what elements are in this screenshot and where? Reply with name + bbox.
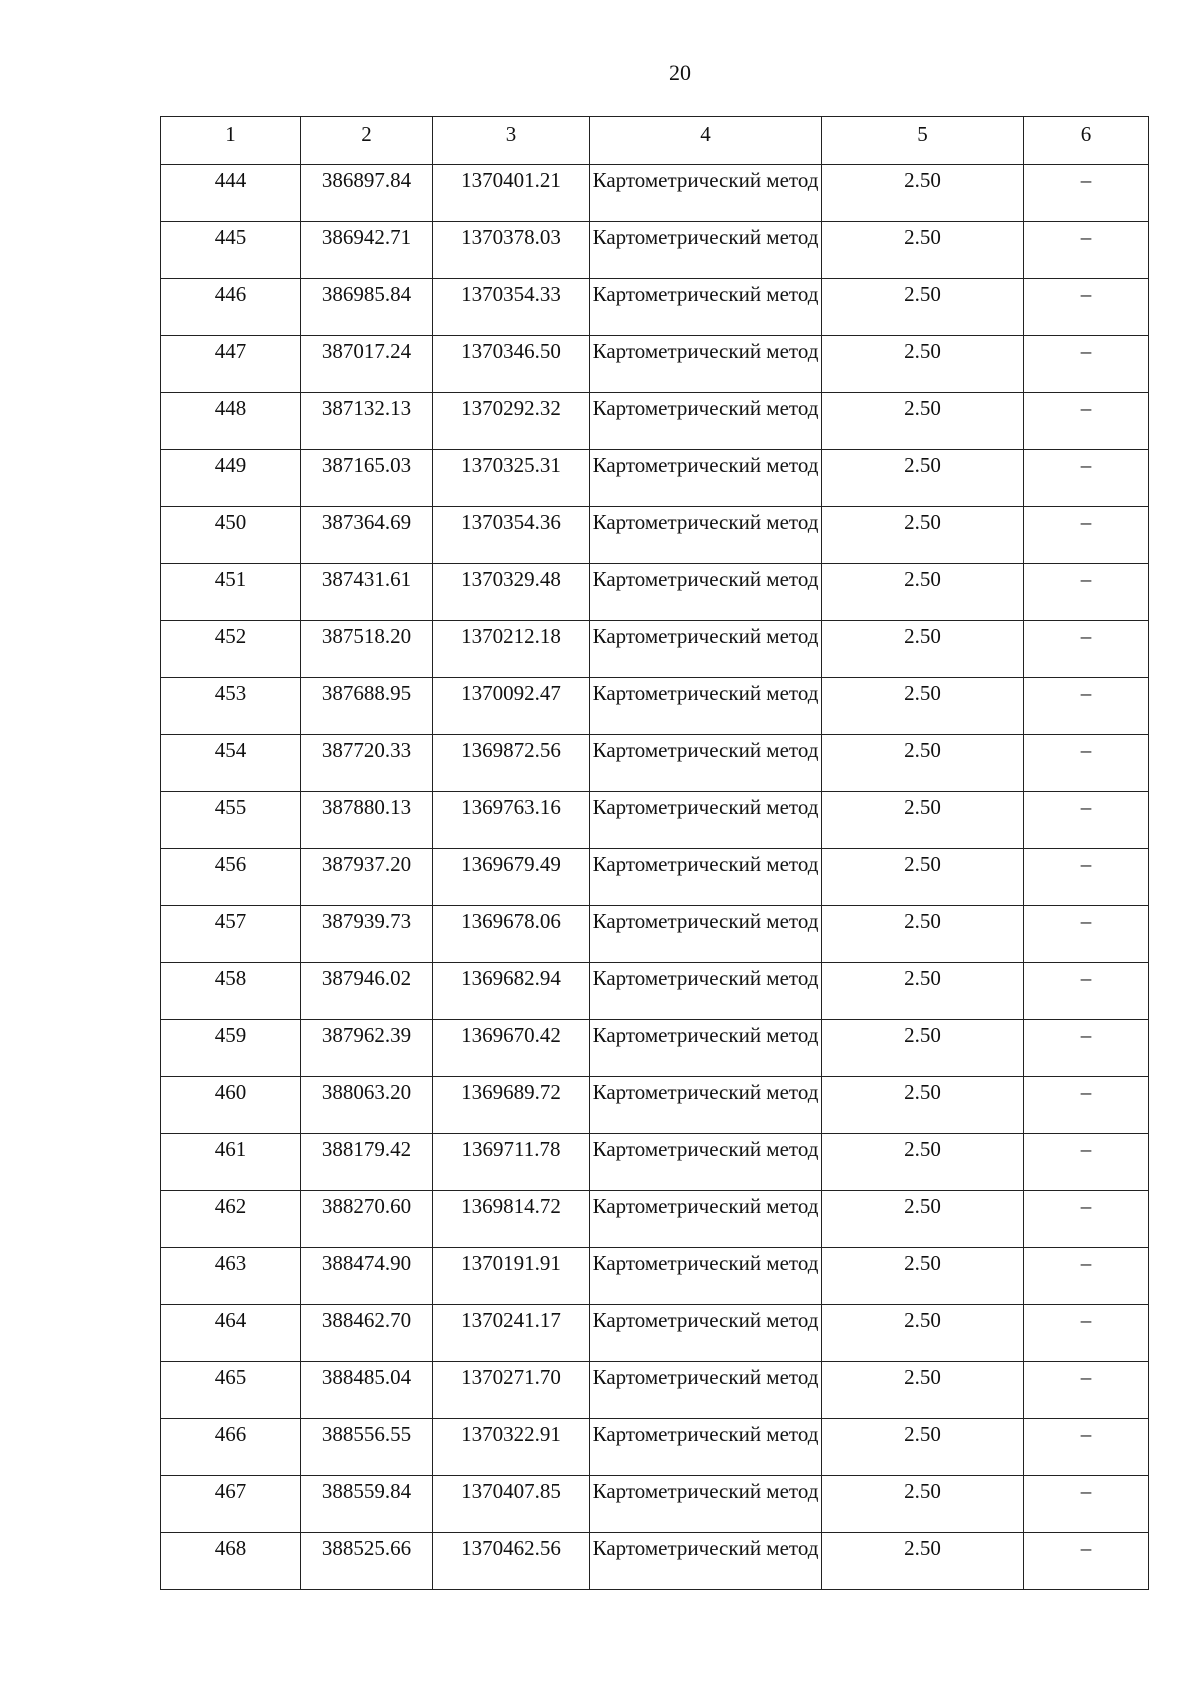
note-cell: – bbox=[1024, 165, 1149, 222]
table-row bbox=[161, 507, 1149, 564]
table-body bbox=[161, 117, 1149, 1590]
method-cell: Картометрический метод bbox=[590, 1077, 822, 1134]
header-cell: 5 bbox=[822, 117, 1024, 165]
y-coordinate-cell: 1369679.49 bbox=[433, 849, 590, 906]
point-number-cell: 445 bbox=[161, 222, 301, 279]
accuracy-cell: 2.50 bbox=[822, 963, 1024, 1020]
method-cell: Картометрический метод bbox=[590, 336, 822, 393]
table-row bbox=[161, 564, 1149, 621]
note-cell: – bbox=[1024, 1305, 1149, 1362]
y-coordinate-cell: 1370092.47 bbox=[433, 678, 590, 735]
table-row bbox=[161, 1305, 1149, 1362]
accuracy-cell: 2.50 bbox=[822, 735, 1024, 792]
accuracy-cell: 2.50 bbox=[822, 165, 1024, 222]
point-number-cell: 460 bbox=[161, 1077, 301, 1134]
point-number-cell: 456 bbox=[161, 849, 301, 906]
method-cell: Картометрический метод bbox=[590, 906, 822, 963]
table-row bbox=[161, 1191, 1149, 1248]
table-row bbox=[161, 849, 1149, 906]
method-cell: Картометрический метод bbox=[590, 1533, 822, 1590]
accuracy-cell: 2.50 bbox=[822, 1248, 1024, 1305]
note-cell: – bbox=[1024, 1476, 1149, 1533]
x-coordinate-cell: 388063.20 bbox=[301, 1077, 433, 1134]
page-number: 20 bbox=[669, 60, 691, 85]
method-cell: Картометрический метод bbox=[590, 279, 822, 336]
accuracy-cell: 2.50 bbox=[822, 564, 1024, 621]
table-row bbox=[161, 1248, 1149, 1305]
header-cell: 1 bbox=[161, 117, 301, 165]
note-cell: – bbox=[1024, 222, 1149, 279]
x-coordinate-cell: 388559.84 bbox=[301, 1476, 433, 1533]
point-number-cell: 465 bbox=[161, 1362, 301, 1419]
note-cell: – bbox=[1024, 450, 1149, 507]
point-number-cell: 466 bbox=[161, 1419, 301, 1476]
point-number-cell: 450 bbox=[161, 507, 301, 564]
x-coordinate-cell: 387017.24 bbox=[301, 336, 433, 393]
header-cell: 3 bbox=[433, 117, 590, 165]
y-coordinate-cell: 1370354.33 bbox=[433, 279, 590, 336]
note-cell: – bbox=[1024, 507, 1149, 564]
x-coordinate-cell: 387518.20 bbox=[301, 621, 433, 678]
table-row bbox=[161, 678, 1149, 735]
accuracy-cell: 2.50 bbox=[822, 906, 1024, 963]
x-coordinate-cell: 388462.70 bbox=[301, 1305, 433, 1362]
accuracy-cell: 2.50 bbox=[822, 1020, 1024, 1077]
point-number-cell: 454 bbox=[161, 735, 301, 792]
point-number-cell: 455 bbox=[161, 792, 301, 849]
point-number-cell: 464 bbox=[161, 1305, 301, 1362]
point-number-cell: 447 bbox=[161, 336, 301, 393]
header-cell: 4 bbox=[590, 117, 822, 165]
method-cell: Картометрический метод bbox=[590, 1020, 822, 1077]
table-row bbox=[161, 963, 1149, 1020]
x-coordinate-cell: 386942.71 bbox=[301, 222, 433, 279]
accuracy-cell: 2.50 bbox=[822, 792, 1024, 849]
method-cell: Картометрический метод bbox=[590, 792, 822, 849]
accuracy-cell: 2.50 bbox=[822, 393, 1024, 450]
table-row bbox=[161, 393, 1149, 450]
y-coordinate-cell: 1370346.50 bbox=[433, 336, 590, 393]
point-number-cell: 463 bbox=[161, 1248, 301, 1305]
y-coordinate-cell: 1370271.70 bbox=[433, 1362, 590, 1419]
x-coordinate-cell: 387431.61 bbox=[301, 564, 433, 621]
method-cell: Картометрический метод bbox=[590, 1362, 822, 1419]
x-coordinate-cell: 388270.60 bbox=[301, 1191, 433, 1248]
table-row bbox=[161, 621, 1149, 678]
x-coordinate-cell: 388525.66 bbox=[301, 1533, 433, 1590]
accuracy-cell: 2.50 bbox=[822, 336, 1024, 393]
point-number-cell: 452 bbox=[161, 621, 301, 678]
table-row bbox=[161, 165, 1149, 222]
y-coordinate-cell: 1369682.94 bbox=[433, 963, 590, 1020]
point-number-cell: 459 bbox=[161, 1020, 301, 1077]
table-row bbox=[161, 222, 1149, 279]
point-number-cell: 446 bbox=[161, 279, 301, 336]
table-row bbox=[161, 735, 1149, 792]
note-cell: – bbox=[1024, 1362, 1149, 1419]
accuracy-cell: 2.50 bbox=[822, 621, 1024, 678]
table-row bbox=[161, 1020, 1149, 1077]
note-cell: – bbox=[1024, 849, 1149, 906]
accuracy-cell: 2.50 bbox=[822, 1305, 1024, 1362]
accuracy-cell: 2.50 bbox=[822, 1362, 1024, 1419]
table-row bbox=[161, 336, 1149, 393]
note-cell: – bbox=[1024, 792, 1149, 849]
y-coordinate-cell: 1369670.42 bbox=[433, 1020, 590, 1077]
x-coordinate-cell: 387946.02 bbox=[301, 963, 433, 1020]
x-coordinate-cell: 387364.69 bbox=[301, 507, 433, 564]
point-number-cell: 453 bbox=[161, 678, 301, 735]
accuracy-cell: 2.50 bbox=[822, 1191, 1024, 1248]
header-cell: 2 bbox=[301, 117, 433, 165]
method-cell: Картометрический метод bbox=[590, 735, 822, 792]
y-coordinate-cell: 1370378.03 bbox=[433, 222, 590, 279]
x-coordinate-cell: 387132.13 bbox=[301, 393, 433, 450]
method-cell: Картометрический метод bbox=[590, 1305, 822, 1362]
method-cell: Картометрический метод bbox=[590, 222, 822, 279]
note-cell: – bbox=[1024, 564, 1149, 621]
accuracy-cell: 2.50 bbox=[822, 849, 1024, 906]
accuracy-cell: 2.50 bbox=[822, 1077, 1024, 1134]
y-coordinate-cell: 1370322.91 bbox=[433, 1419, 590, 1476]
y-coordinate-cell: 1369814.72 bbox=[433, 1191, 590, 1248]
x-coordinate-cell: 388474.90 bbox=[301, 1248, 433, 1305]
point-number-cell: 462 bbox=[161, 1191, 301, 1248]
method-cell: Картометрический метод bbox=[590, 1476, 822, 1533]
y-coordinate-cell: 1369711.78 bbox=[433, 1134, 590, 1191]
y-coordinate-cell: 1370354.36 bbox=[433, 507, 590, 564]
table-row bbox=[161, 450, 1149, 507]
accuracy-cell: 2.50 bbox=[822, 507, 1024, 564]
point-number-cell: 449 bbox=[161, 450, 301, 507]
accuracy-cell: 2.50 bbox=[822, 1419, 1024, 1476]
method-cell: Картометрический метод bbox=[590, 963, 822, 1020]
table-row bbox=[161, 792, 1149, 849]
note-cell: – bbox=[1024, 906, 1149, 963]
note-cell: – bbox=[1024, 336, 1149, 393]
x-coordinate-cell: 386897.84 bbox=[301, 165, 433, 222]
x-coordinate-cell: 387962.39 bbox=[301, 1020, 433, 1077]
y-coordinate-cell: 1369763.16 bbox=[433, 792, 590, 849]
note-cell: – bbox=[1024, 1191, 1149, 1248]
method-cell: Картометрический метод bbox=[590, 165, 822, 222]
y-coordinate-cell: 1370241.17 bbox=[433, 1305, 590, 1362]
point-number-cell: 448 bbox=[161, 393, 301, 450]
table-row bbox=[161, 1077, 1149, 1134]
method-cell: Картометрический метод bbox=[590, 393, 822, 450]
point-number-cell: 444 bbox=[161, 165, 301, 222]
y-coordinate-cell: 1370401.21 bbox=[433, 165, 590, 222]
method-cell: Картометрический метод bbox=[590, 564, 822, 621]
accuracy-cell: 2.50 bbox=[822, 1134, 1024, 1191]
x-coordinate-cell: 387720.33 bbox=[301, 735, 433, 792]
note-cell: – bbox=[1024, 1077, 1149, 1134]
x-coordinate-cell: 388556.55 bbox=[301, 1419, 433, 1476]
point-number-cell: 457 bbox=[161, 906, 301, 963]
y-coordinate-cell: 1370292.32 bbox=[433, 393, 590, 450]
x-coordinate-cell: 387165.03 bbox=[301, 450, 433, 507]
note-cell: – bbox=[1024, 1248, 1149, 1305]
note-cell: – bbox=[1024, 1134, 1149, 1191]
method-cell: Картометрический метод bbox=[590, 678, 822, 735]
x-coordinate-cell: 387939.73 bbox=[301, 906, 433, 963]
x-coordinate-cell: 388179.42 bbox=[301, 1134, 433, 1191]
table-row bbox=[161, 906, 1149, 963]
table-row bbox=[161, 1533, 1149, 1590]
y-coordinate-cell: 1369678.06 bbox=[433, 906, 590, 963]
y-coordinate-cell: 1370462.56 bbox=[433, 1533, 590, 1590]
x-coordinate-cell: 388485.04 bbox=[301, 1362, 433, 1419]
table-row bbox=[161, 1419, 1149, 1476]
method-cell: Картометрический метод bbox=[590, 621, 822, 678]
method-cell: Картометрический метод bbox=[590, 849, 822, 906]
point-number-cell: 451 bbox=[161, 564, 301, 621]
point-number-cell: 467 bbox=[161, 1476, 301, 1533]
method-cell: Картометрический метод bbox=[590, 1248, 822, 1305]
note-cell: – bbox=[1024, 1533, 1149, 1590]
accuracy-cell: 2.50 bbox=[822, 450, 1024, 507]
y-coordinate-cell: 1370407.85 bbox=[433, 1476, 590, 1533]
note-cell: – bbox=[1024, 963, 1149, 1020]
note-cell: – bbox=[1024, 279, 1149, 336]
method-cell: Картометрический метод bbox=[590, 450, 822, 507]
accuracy-cell: 2.50 bbox=[822, 222, 1024, 279]
table-header-row bbox=[161, 117, 1149, 165]
note-cell: – bbox=[1024, 1020, 1149, 1077]
table-row bbox=[161, 279, 1149, 336]
method-cell: Картометрический метод bbox=[590, 507, 822, 564]
table-row bbox=[161, 1362, 1149, 1419]
point-number-cell: 468 bbox=[161, 1533, 301, 1590]
table-row bbox=[161, 1476, 1149, 1533]
accuracy-cell: 2.50 bbox=[822, 1476, 1024, 1533]
x-coordinate-cell: 386985.84 bbox=[301, 279, 433, 336]
note-cell: – bbox=[1024, 393, 1149, 450]
x-coordinate-cell: 387937.20 bbox=[301, 849, 433, 906]
header-cell: 6 bbox=[1024, 117, 1149, 165]
x-coordinate-cell: 387688.95 bbox=[301, 678, 433, 735]
x-coordinate-cell: 387880.13 bbox=[301, 792, 433, 849]
y-coordinate-cell: 1369689.72 bbox=[433, 1077, 590, 1134]
y-coordinate-cell: 1370329.48 bbox=[433, 564, 590, 621]
coordinates-table bbox=[160, 116, 1149, 1590]
note-cell: – bbox=[1024, 1419, 1149, 1476]
note-cell: – bbox=[1024, 735, 1149, 792]
accuracy-cell: 2.50 bbox=[822, 678, 1024, 735]
table-row bbox=[161, 1134, 1149, 1191]
method-cell: Картометрический метод bbox=[590, 1419, 822, 1476]
accuracy-cell: 2.50 bbox=[822, 279, 1024, 336]
y-coordinate-cell: 1370212.18 bbox=[433, 621, 590, 678]
point-number-cell: 461 bbox=[161, 1134, 301, 1191]
y-coordinate-cell: 1370191.91 bbox=[433, 1248, 590, 1305]
method-cell: Картометрический метод bbox=[590, 1134, 822, 1191]
note-cell: – bbox=[1024, 678, 1149, 735]
method-cell: Картометрический метод bbox=[590, 1191, 822, 1248]
y-coordinate-cell: 1370325.31 bbox=[433, 450, 590, 507]
accuracy-cell: 2.50 bbox=[822, 1533, 1024, 1590]
y-coordinate-cell: 1369872.56 bbox=[433, 735, 590, 792]
note-cell: – bbox=[1024, 621, 1149, 678]
point-number-cell: 458 bbox=[161, 963, 301, 1020]
